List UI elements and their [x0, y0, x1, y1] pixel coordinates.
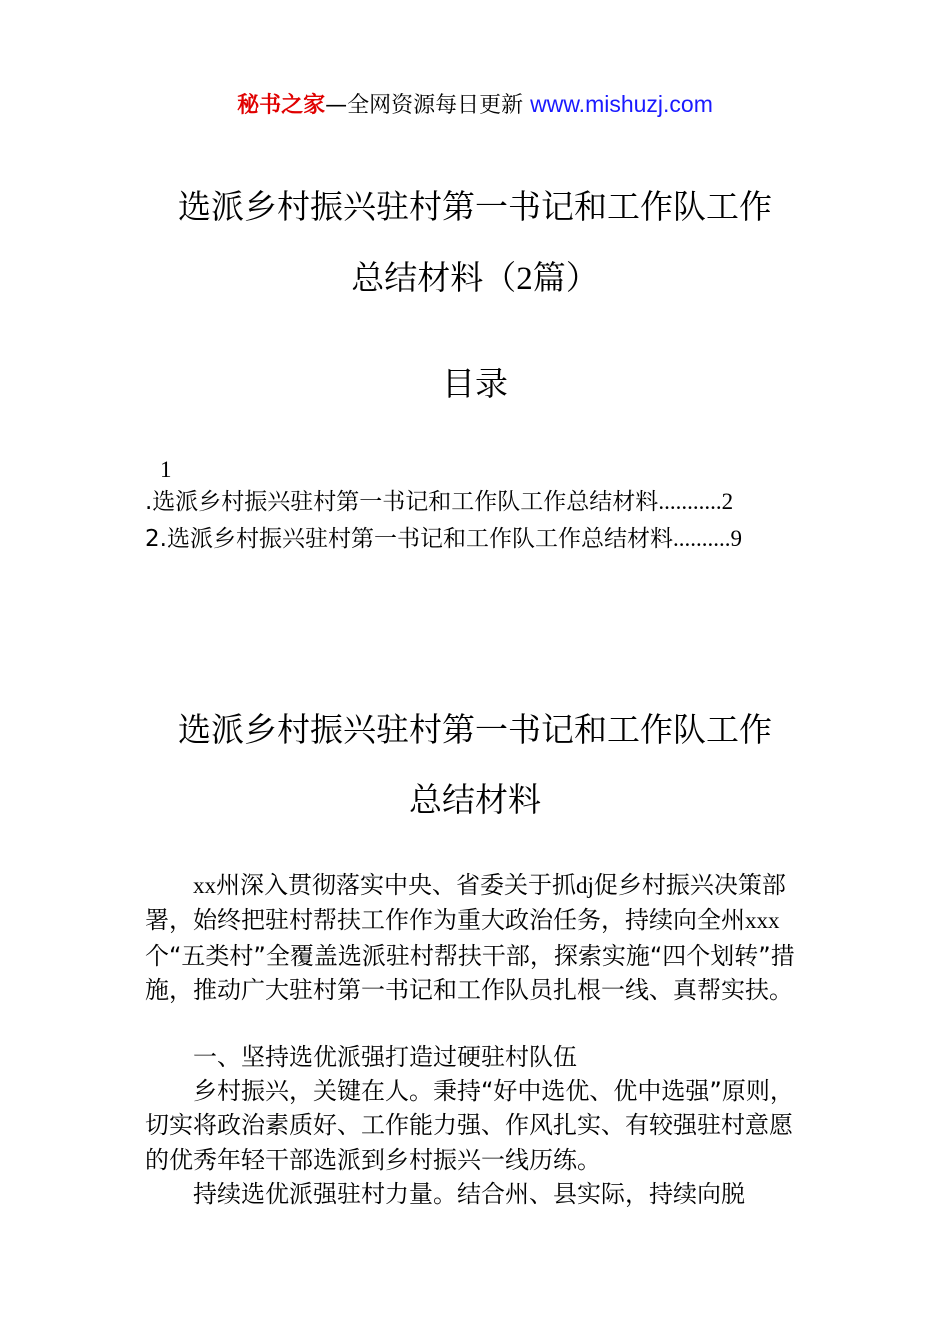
toc-item2-text: 2.选派乡村振兴驻村第一书记和工作队工作总结材料: [145, 526, 673, 552]
toc-item1-number: 1: [160, 457, 172, 482]
article-title-line2: 总结材料: [409, 780, 541, 819]
site-header: [0, 88, 950, 122]
paragraph-2: 乡村振兴，关键在人。秉持“好中选优、优中选强”原则，切实将政治素质好、工作能力强、作风扎实、有较强驻村意愿的优秀年轻干部选派到乡村振兴一线历练。: [145, 1077, 794, 1174]
p1-f: 个“五类村”全覆盖选派驻村帮扶干部，探索实施“四个划转”措施，推动广大驻村第一书记和工作队员扎根一线、真帮实扶。: [145, 941, 795, 1004]
toc-item2-page: 9: [730, 526, 742, 551]
doc-title-line1: 选派乡村振兴驻村第一书记和工作队工作: [178, 187, 772, 226]
brand-name: 秘书之家: [237, 93, 326, 118]
toc-item-2[interactable]: [145, 524, 807, 554]
tagline: —全网资源每日更新: [325, 93, 524, 118]
p1-d: 促乡村振兴决策部署，始终把驻村帮扶工作作为重大政治任务，持续向全州: [145, 871, 786, 935]
toc-item2-leader: ..........: [672, 526, 731, 551]
doc-title-line2-a: 总结材料（: [351, 258, 517, 297]
p1-c: dj: [576, 873, 594, 898]
p1-e: xxx: [745, 908, 780, 934]
p1-b: 州深入贯彻落实中央、省委关于抓: [216, 871, 576, 899]
section-1-heading: 一、坚持选优派强打造过硬驻村队伍: [193, 1043, 577, 1071]
doc-title-line2: [0, 258, 950, 299]
doc-title-line2-b: 篇）: [532, 258, 599, 297]
paragraph-3: 持续选优派强驻村力量。结合州、县实际，持续向脱: [193, 1180, 745, 1208]
doc-title-count: 2: [516, 261, 533, 297]
site-url-link[interactable]: www.mishuzj.com: [530, 91, 713, 117]
toc-item1-page: 2: [721, 489, 734, 514]
toc-item-1[interactable]: [145, 487, 807, 517]
paragraph-1: [145, 868, 807, 1007]
toc-item1-text: .选派乡村振兴驻村第一书记和工作队工作总结材料: [145, 489, 659, 515]
p1-a: xx: [193, 873, 216, 898]
article-title-line1: 选派乡村振兴驻村第一书记和工作队工作: [178, 710, 772, 749]
toc-item1-leader: ...........: [658, 489, 722, 514]
toc-heading: 目录: [442, 364, 508, 403]
